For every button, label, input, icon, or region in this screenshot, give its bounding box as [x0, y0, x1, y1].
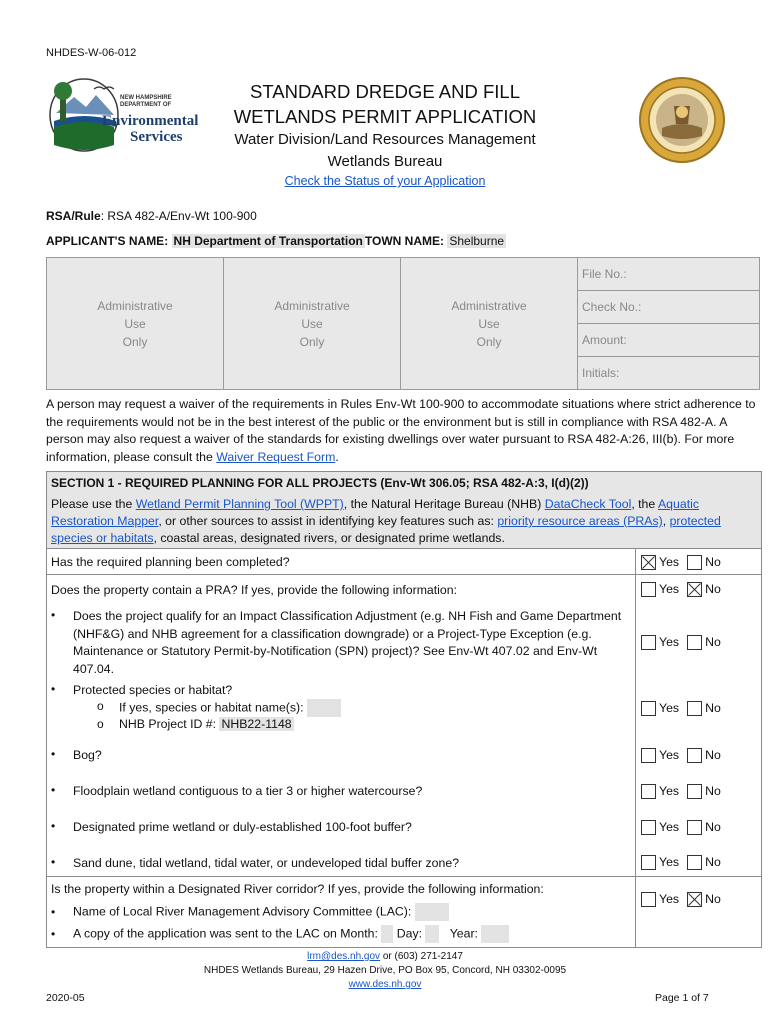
- floodplain-no-checkbox[interactable]: [687, 784, 702, 799]
- day-label: Day:: [396, 926, 423, 941]
- dune-yes-checkbox[interactable]: [641, 855, 656, 870]
- question-pra: Does the property contain a PRA? If yes, provide the following information:: [51, 583, 458, 597]
- question-impact: Does the project qualify for an Impact Classification Adjustment (e.g. NH Fish and Game Department (NHF&G) and NHB agreement for a classification downgrade) or a Project-Type Exception (e.g. Maintenance or Statutory Permit-by-Notification (SPN) project)? See Env-Wt 407.02 and Env-Wt 407.04.: [73, 609, 622, 676]
- admin-cell-3: [401, 258, 578, 390]
- yes-label: Yes: [659, 784, 680, 798]
- no-label: No: [705, 555, 721, 569]
- section-1-table: [46, 471, 762, 948]
- year-label: Year:: [449, 926, 478, 941]
- lac-label: Name of Local River Management Advisory Committee (LAC):: [73, 904, 412, 919]
- yes-no-planning: [641, 554, 721, 570]
- initials-field: Initials:: [578, 357, 760, 390]
- yes-label: Yes: [659, 748, 680, 762]
- species-name-field[interactable]: [307, 699, 341, 717]
- yes-label: Yes: [659, 855, 680, 869]
- town-name-field[interactable]: Shelburne: [449, 234, 505, 248]
- admin-cell-text: Administrative: [97, 298, 173, 313]
- planning-no-checkbox[interactable]: [687, 555, 702, 570]
- bog-no-checkbox[interactable]: [687, 748, 702, 763]
- svg-text:NEW HAMPSHIRE: NEW HAMPSHIRE: [120, 95, 172, 101]
- section-1-heading: SECTION 1 - REQUIRED PLANNING FOR ALL PROJECTS (Env-Wt 306.05; RSA 482-A:3, I(d)(2)): [51, 476, 589, 490]
- pra-link[interactable]: priority resource areas (PRAs): [497, 514, 663, 528]
- website-link[interactable]: www.des.nh.gov: [348, 979, 422, 990]
- protected-yes-checkbox[interactable]: [641, 701, 656, 716]
- phone-text: or (603) 271-2147: [380, 951, 463, 962]
- revision-date: 2020-05: [46, 992, 85, 1004]
- admin-cell-text: Use: [124, 316, 146, 331]
- species-name-line: [119, 699, 341, 717]
- bullet: •: [51, 905, 56, 919]
- yes-no-bog: [641, 747, 721, 763]
- bullet: •: [51, 927, 56, 941]
- pra-yes-checkbox[interactable]: [641, 582, 656, 597]
- bullet: •: [51, 855, 56, 869]
- admin-cell-text: Only: [476, 334, 502, 349]
- protected-no-checkbox[interactable]: [687, 701, 702, 716]
- question-floodplain: Floodplain wetland contiguous to a tier 3 or higher watercourse?: [73, 784, 423, 798]
- row-sand-dune: [47, 848, 761, 876]
- nhdes-logo: [44, 75, 199, 155]
- bullet: •: [51, 608, 56, 622]
- file-no-field: File No.:: [578, 258, 760, 291]
- yes-label: Yes: [659, 701, 680, 715]
- yes-label: Yes: [659, 892, 680, 906]
- question-bog: Bog?: [73, 748, 102, 762]
- yes-no-protected: [641, 700, 721, 716]
- admin-cell-2: [224, 258, 401, 390]
- no-label: No: [705, 892, 721, 906]
- question-designated-river: Is the property within a Designated River corridor? If yes, provide the following information:: [51, 882, 544, 896]
- svg-text:DEPARTMENT OF: DEPARTMENT OF: [120, 102, 172, 108]
- bullet: •: [51, 819, 56, 833]
- row-planning: [47, 548, 761, 575]
- prime-no-checkbox[interactable]: [687, 820, 702, 835]
- check-status-link[interactable]: Check the Status of your Application: [284, 174, 486, 188]
- svg-text:Services: Services: [130, 129, 183, 145]
- rsa-rule-line: [46, 209, 257, 223]
- waiver-paragraph: [46, 396, 766, 466]
- no-label: No: [705, 701, 721, 715]
- question-sand-dune: Sand dune, tidal wetland, tidal water, or undeveloped tidal buffer zone?: [73, 856, 460, 870]
- instr-text: , or other sources to assist in identifying key features such as:: [158, 514, 498, 528]
- lac-day-field[interactable]: [425, 925, 439, 943]
- no-label: No: [705, 582, 721, 596]
- aquatic-mapper-link[interactable]: Aquatic Restoration Mapper: [51, 497, 700, 528]
- applicant-line: [46, 234, 506, 248]
- bureau-name: Wetlands Bureau: [327, 153, 443, 170]
- rsa-value: : RSA 482-A/Env-Wt 100-900: [100, 209, 257, 223]
- rsa-label: RSA/Rule: [46, 209, 101, 223]
- yes-label: Yes: [659, 820, 680, 834]
- footer-address: NHDES Wetlands Bureau, 29 Hazen Drive, PO Box 95, Concord, NH 03302-0095: [203, 965, 567, 976]
- instr-text: , the Natural Heritage Bureau (NHB): [343, 497, 545, 511]
- question-protected: Protected species or habitat?: [73, 683, 233, 697]
- instr-text: ,: [662, 514, 670, 528]
- bullet: •: [51, 682, 56, 696]
- impact-yes-checkbox[interactable]: [641, 635, 656, 650]
- applicant-name-field[interactable]: NH Department of Transportation: [173, 234, 363, 248]
- instr-text: Please use the: [51, 497, 136, 511]
- row-bog: [47, 740, 761, 776]
- yes-no-pra: [641, 581, 721, 597]
- waiver-end: .: [335, 449, 339, 464]
- sub-bullet: o: [97, 699, 104, 713]
- waiver-text: A person may request a waiver of the requirements in Rules Env-Wt 100-900 to accommodate situations where strict adherence to the requirements would not be in the best interest of the public or the environment but is still in compliance with RSA 482-A. A person may also request a waiver of the standards for existing dwellings over water pursuant to RSA 482-A:26, III(b). For more information, please consult the: [46, 397, 756, 464]
- river-yes-checkbox[interactable]: [641, 892, 656, 907]
- yes-no-river: [641, 891, 721, 907]
- yes-label: Yes: [659, 555, 680, 569]
- section-1-instructions: [51, 496, 759, 547]
- planning-yes-checkbox[interactable]: [641, 555, 656, 570]
- sub-bullet: o: [97, 717, 104, 731]
- protected-species-link[interactable]: protected species or habitats: [51, 514, 721, 545]
- row-pra: [47, 574, 761, 603]
- footer-contact: [0, 950, 770, 964]
- town-label: TOWN NAME:: [364, 234, 444, 248]
- form-title-line1: STANDARD DREDGE AND FILL: [249, 81, 520, 102]
- admin-cell-text: Administrative: [451, 298, 527, 313]
- status-link-wrap: [200, 174, 570, 188]
- lac-month-field[interactable]: [381, 925, 393, 943]
- page-number: Page 1 of 7: [655, 992, 709, 1004]
- lac-name-line: [73, 903, 623, 921]
- yes-label: Yes: [659, 582, 680, 596]
- pra-no-checkbox[interactable]: [687, 582, 702, 597]
- division-name: Water Division/Land Resources Management: [234, 131, 536, 148]
- impact-no-checkbox[interactable]: [687, 635, 702, 650]
- lac-copy-label: A copy of the application was sent to the LAC on Month:: [73, 926, 378, 941]
- amount-field: Amount:: [578, 324, 760, 357]
- section-1-header: [47, 472, 761, 548]
- datacheck-link[interactable]: DataCheck Tool: [544, 497, 632, 511]
- nhb-project-id-field[interactable]: NHB22-1148: [221, 717, 292, 731]
- bullet: •: [51, 747, 56, 761]
- no-label: No: [705, 855, 721, 869]
- form-title-line2: WETLANDS PERMIT APPLICATION: [233, 106, 537, 127]
- prime-yes-checkbox[interactable]: [641, 820, 656, 835]
- species-label: If yes, species or habitat name(s):: [119, 700, 304, 715]
- no-label: No: [705, 784, 721, 798]
- row-designated-river: [47, 876, 761, 948]
- yes-no-impact: [641, 634, 721, 650]
- admin-cell-text: Only: [299, 334, 325, 349]
- no-label: No: [705, 748, 721, 762]
- question-prime-wetland: Designated prime wetland or duly-established 100-foot buffer?: [73, 820, 412, 834]
- row-prime-wetland: [47, 812, 761, 848]
- applicant-label: APPLICANT'S NAME:: [46, 234, 169, 248]
- row-impact: [47, 602, 761, 680]
- admin-use-table: [46, 257, 760, 390]
- wppt-link[interactable]: Wetland Permit Planning Tool (WPPT): [135, 497, 344, 511]
- lac-name-field[interactable]: [415, 903, 449, 921]
- nhb-label: NHB Project ID #:: [119, 717, 217, 731]
- footer-website-wrap: [0, 978, 770, 992]
- dune-no-checkbox[interactable]: [687, 855, 702, 870]
- yes-no-prime: [641, 819, 721, 835]
- waiver-request-form-link[interactable]: Waiver Request Form: [216, 449, 336, 464]
- svg-text:Environmental: Environmental: [102, 113, 199, 129]
- admin-cell-text: Administrative: [274, 298, 350, 313]
- yes-no-dune: [641, 854, 721, 870]
- row-floodplain: [47, 776, 761, 812]
- bullet: •: [51, 783, 56, 797]
- river-no-checkbox[interactable]: [687, 892, 702, 907]
- lac-date-line: [73, 925, 623, 943]
- question-planning: Has the required planning been completed?: [51, 555, 290, 569]
- admin-cell-text: Use: [301, 316, 323, 331]
- lac-year-field[interactable]: [481, 925, 509, 943]
- floodplain-yes-checkbox[interactable]: [641, 784, 656, 799]
- instr-text: , the: [631, 497, 658, 511]
- no-label: No: [705, 635, 721, 649]
- no-label: No: [705, 820, 721, 834]
- check-no-field: Check No.:: [578, 291, 760, 324]
- email-link[interactable]: lrm@des.nh.gov: [307, 951, 381, 962]
- bog-yes-checkbox[interactable]: [641, 748, 656, 763]
- state-seal-icon: [638, 76, 726, 164]
- admin-cell-text: Only: [122, 334, 148, 349]
- nhb-id-line: [119, 717, 294, 731]
- document-id: NHDES-W-06-012: [46, 47, 137, 59]
- admin-cell-text: Use: [478, 316, 500, 331]
- instr-text: , coastal areas, designated rivers, or designated prime wetlands.: [153, 531, 505, 545]
- row-protected: [47, 680, 761, 740]
- yes-label: Yes: [659, 635, 680, 649]
- admin-cell-1: [47, 258, 224, 390]
- yes-no-floodplain: [641, 783, 721, 799]
